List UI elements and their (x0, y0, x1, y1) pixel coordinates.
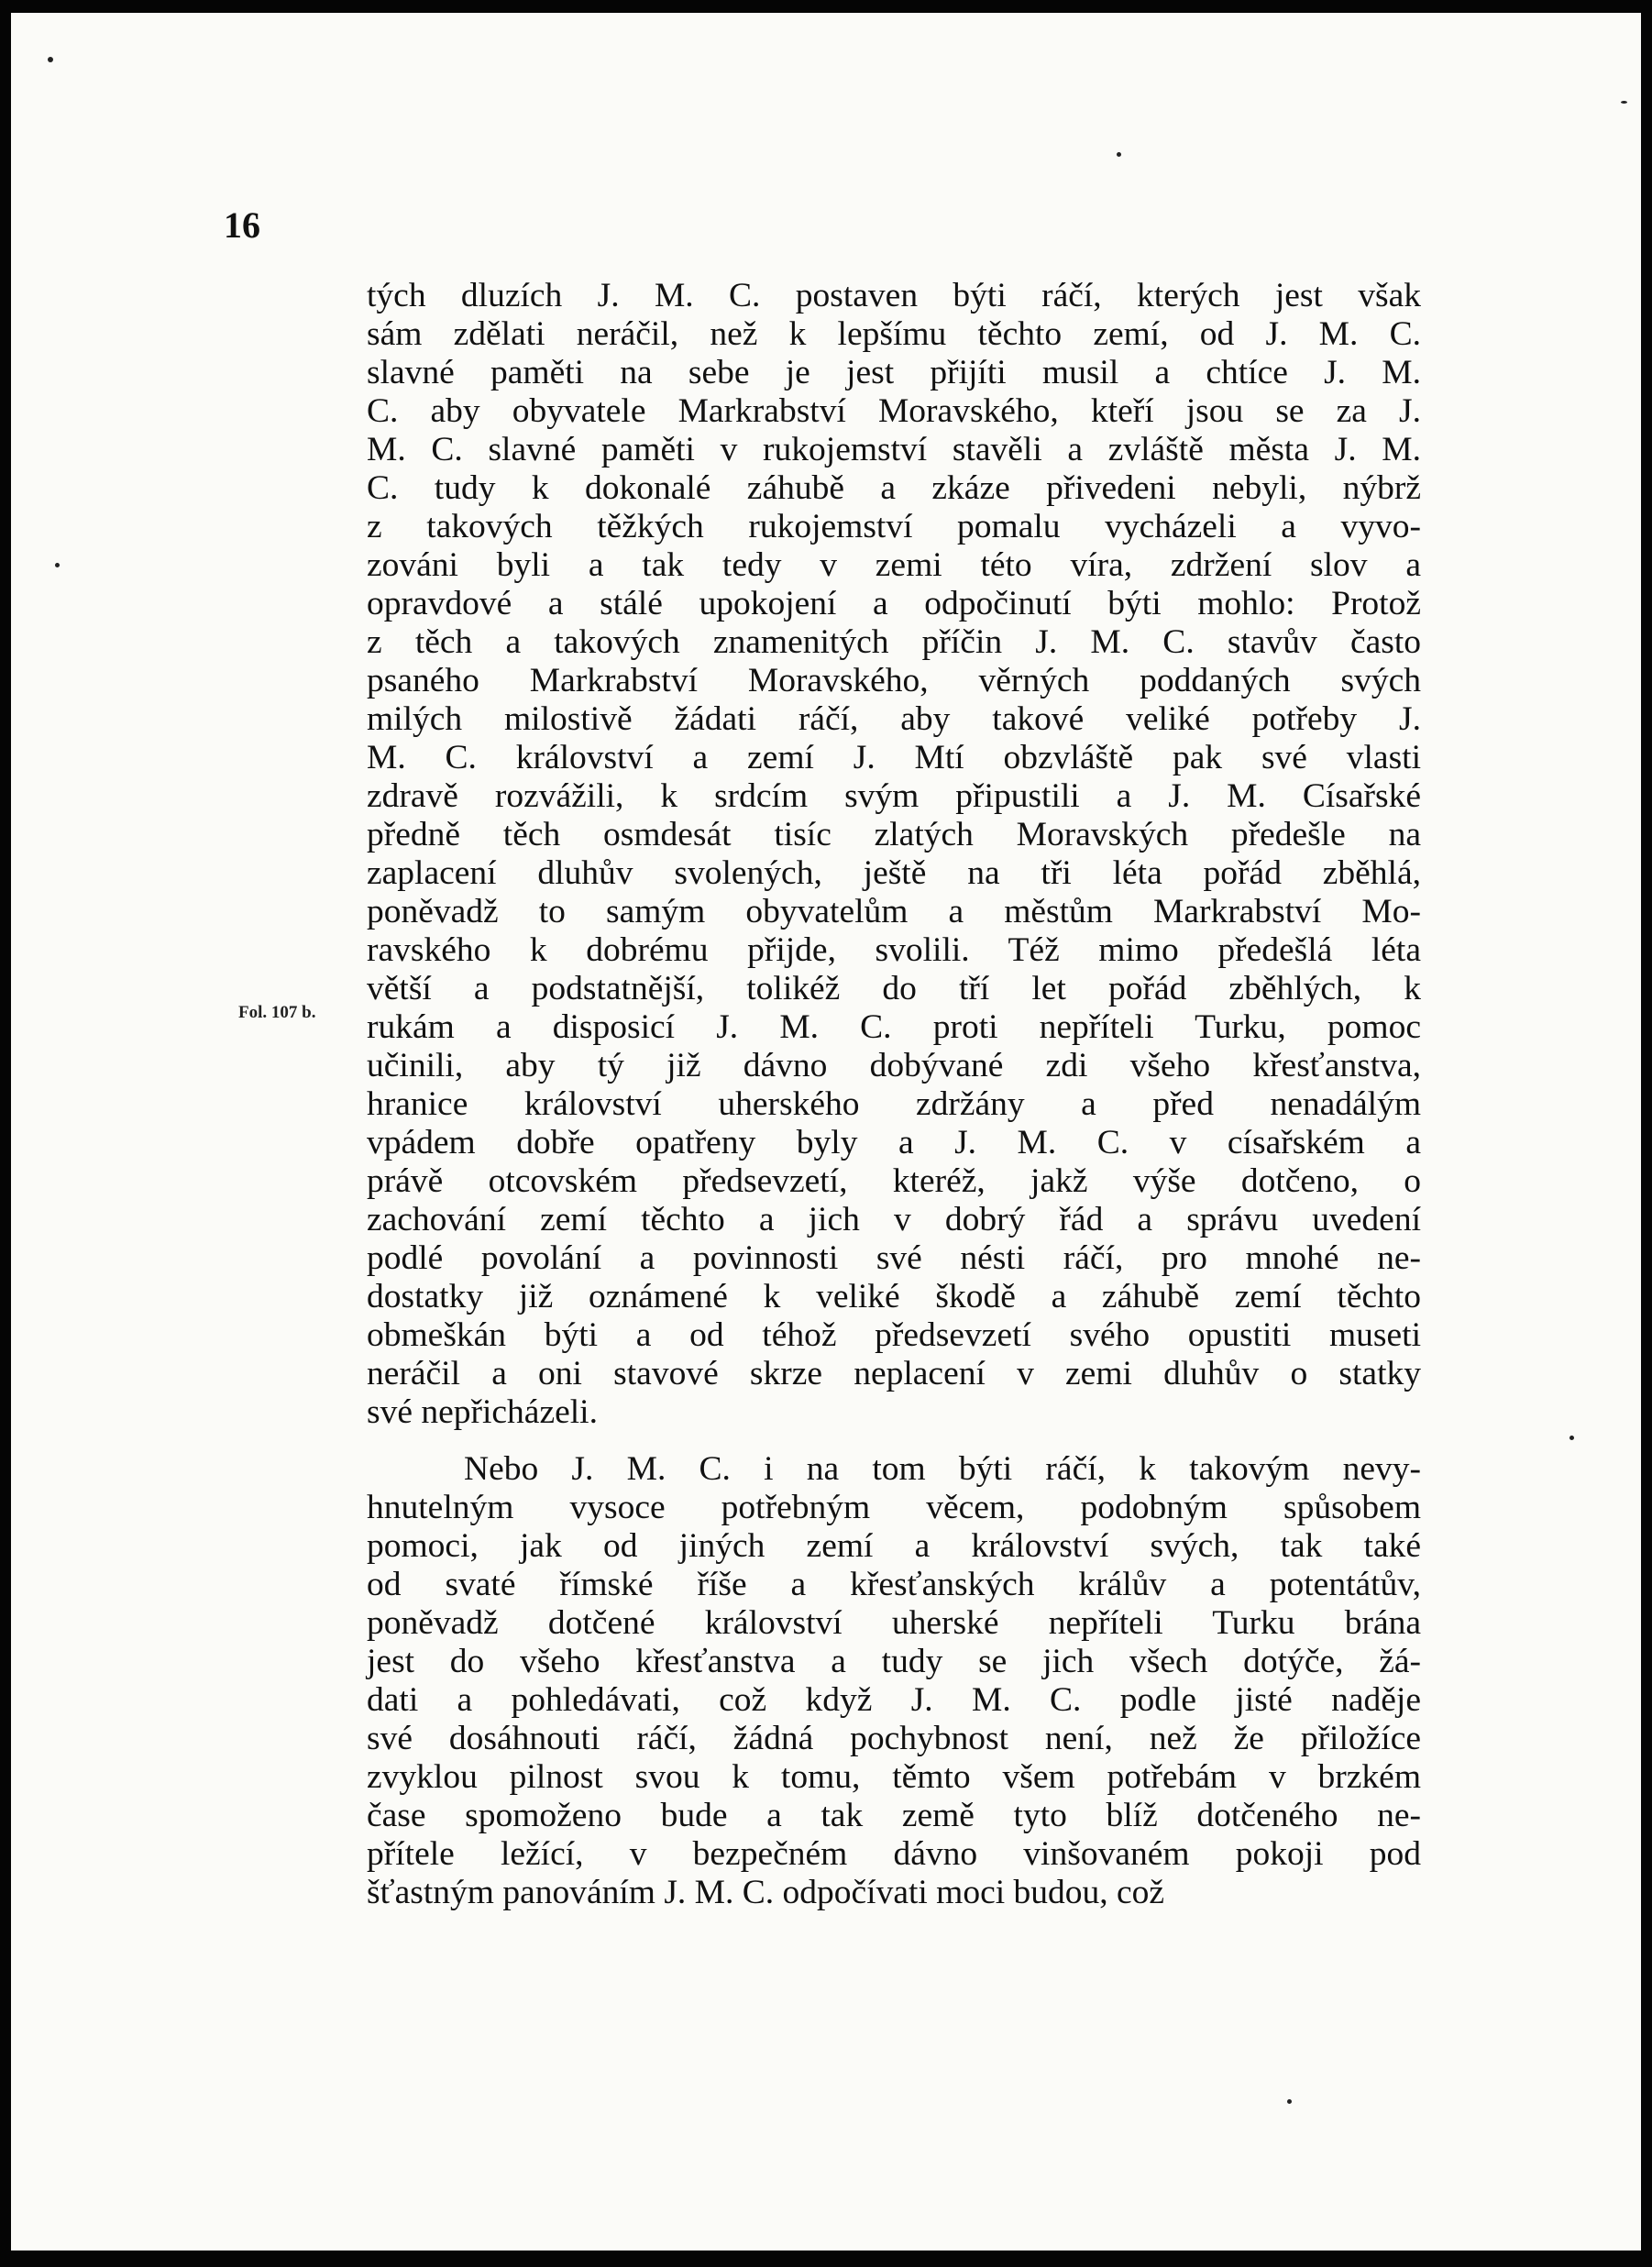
text-line: slavné paměti na sebe je jest přijíti musil a chtíce J. M. (367, 354, 1421, 391)
scan-speck (1287, 2099, 1292, 2104)
text-line: milých milostivě žádati ráčí, aby takové veliké potřeby J. (367, 700, 1421, 738)
text-line: Nebo J. M. C. i na tom býti ráčí, k takovým nevy- (464, 1450, 1421, 1488)
body-text (367, 277, 1421, 1912)
folio-margin-note: Fol. 107 b. (238, 1003, 316, 1022)
text-line: přítele ležící, v bezpečném dávno vinšovaném pokoji pod (367, 1835, 1421, 1873)
text-line: šťastným panováním J. M. C. odpočívati moci budou, což (367, 1874, 1165, 1911)
text-line: zachování zemí těchto a jich v dobrý řád a správu uvedení (367, 1201, 1421, 1238)
text-line: poněvadž to samým obyvatelům a městům Markrabství Mo- (367, 893, 1421, 930)
text-line: čase spomoženo bude a tak země tyto blíž dotčeného ne- (367, 1797, 1421, 1834)
text-line: své nepřicházeli. (367, 1393, 598, 1431)
text-line: poněvadž dotčené království uherské nepříteli Turku brána (367, 1604, 1421, 1642)
text-line: od svaté římské říše a křesťanských králův a potentátův, (367, 1566, 1421, 1603)
text-line: hnutelným vysoce potřebným věcem, podobným spůsobem (367, 1489, 1421, 1526)
text-line: obmeškán býti a od téhož předsevzetí svého opustiti museti (367, 1316, 1421, 1354)
text-line: neráčil a oni stavové skrze neplacení v zemi dluhův o statky (367, 1355, 1421, 1392)
text-line: dostatky již oznámené k veliké škodě a záhubě zemí těchto (367, 1278, 1421, 1315)
text-line: psaného Markrabství Moravského, věrných poddaných svých (367, 662, 1421, 699)
text-line: rukám a disposicí J. M. C. proti nepříteli Turku, pomoc (367, 1008, 1421, 1046)
text-line: z takových těžkých rukojemství pomalu vycházeli a vyvo- (367, 508, 1421, 545)
text-line: zováni byli a tak tedy v zemi této víra, zdržení slov a (367, 546, 1421, 584)
text-line: M. C. království a zemí J. Mtí obzvláště pak své vlasti (367, 739, 1421, 776)
page-number: 16 (224, 204, 260, 246)
text-line: ravského k dobrému přijde, svolili. Též mimo předešlá léta (367, 931, 1421, 969)
text-line: právě otcovském předsevzetí, kteréž, jakž výše dotčeno, o (367, 1162, 1421, 1200)
scan-speck (1621, 101, 1627, 104)
paragraph-1 (367, 277, 1421, 1432)
text-line: z těch a takových znamenitých příčin J. M. C. stavův často (367, 623, 1421, 661)
text-line: pomoci, jak od jiných zemí a království svých, tak také (367, 1527, 1421, 1565)
text-line: dati a pohledávati, což když J. M. C. podle jisté naděje (367, 1681, 1421, 1719)
text-line: vpádem dobře opatřeny byly a J. M. C. v císařském a (367, 1124, 1421, 1161)
text-line: větší a podstatnější, tolikéž do tří let pořád zběhlých, k (367, 970, 1421, 1007)
text-line: zaplacení dluhův svolených, ještě na tři léta pořád zběhlá, (367, 854, 1421, 892)
text-line: předně těch osmdesát tisíc zlatých Moravských předešle na (367, 816, 1421, 853)
text-line: učinili, aby tý již dávno dobývané zdi všeho křesťanstva, (367, 1047, 1421, 1084)
scan-speck (48, 57, 53, 62)
text-line: hranice království uherského zdržány a před nenadálým (367, 1085, 1421, 1123)
text-line: C. aby obyvatele Markrabství Moravského, kteří jsou se za J. (367, 392, 1421, 430)
text-line: jest do všeho křesťanstva a tudy se jich všech dotýče, žá- (367, 1643, 1421, 1680)
scan-speck (55, 563, 60, 567)
text-line: sám zdělati neráčil, než k lepšímu těchto zemí, od J. M. C. (367, 315, 1421, 353)
scan-speck (1569, 1436, 1574, 1440)
text-line: opravdové a stálé upokojení a odpočinutí býti mohlo: Protož (367, 585, 1421, 622)
text-line: C. tudy k dokonalé záhubě a zkáze přivedeni nebyli, nýbrž (367, 469, 1421, 507)
text-line: tých dluzích J. M. C. postaven býti ráčí, kterých jest však (367, 277, 1421, 314)
text-line: M. C. slavné paměti v rukojemství stavěli a zvláště města J. M. (367, 431, 1421, 468)
paragraph-2 (367, 1450, 1421, 1912)
text-line: zvyklou pilnost svou k tomu, těmto všem potřebám v brzkém (367, 1758, 1421, 1796)
text-line: podlé povolání a povinnosti své nésti ráčí, pro mnohé ne- (367, 1239, 1421, 1277)
text-line: své dosáhnouti ráčí, žádná pochybnost není, než že přiložíce (367, 1720, 1421, 1757)
text-line: zdravě rozvážili, k srdcím svým připustili a J. M. Císařské (367, 777, 1421, 815)
scan-speck (1117, 152, 1121, 157)
